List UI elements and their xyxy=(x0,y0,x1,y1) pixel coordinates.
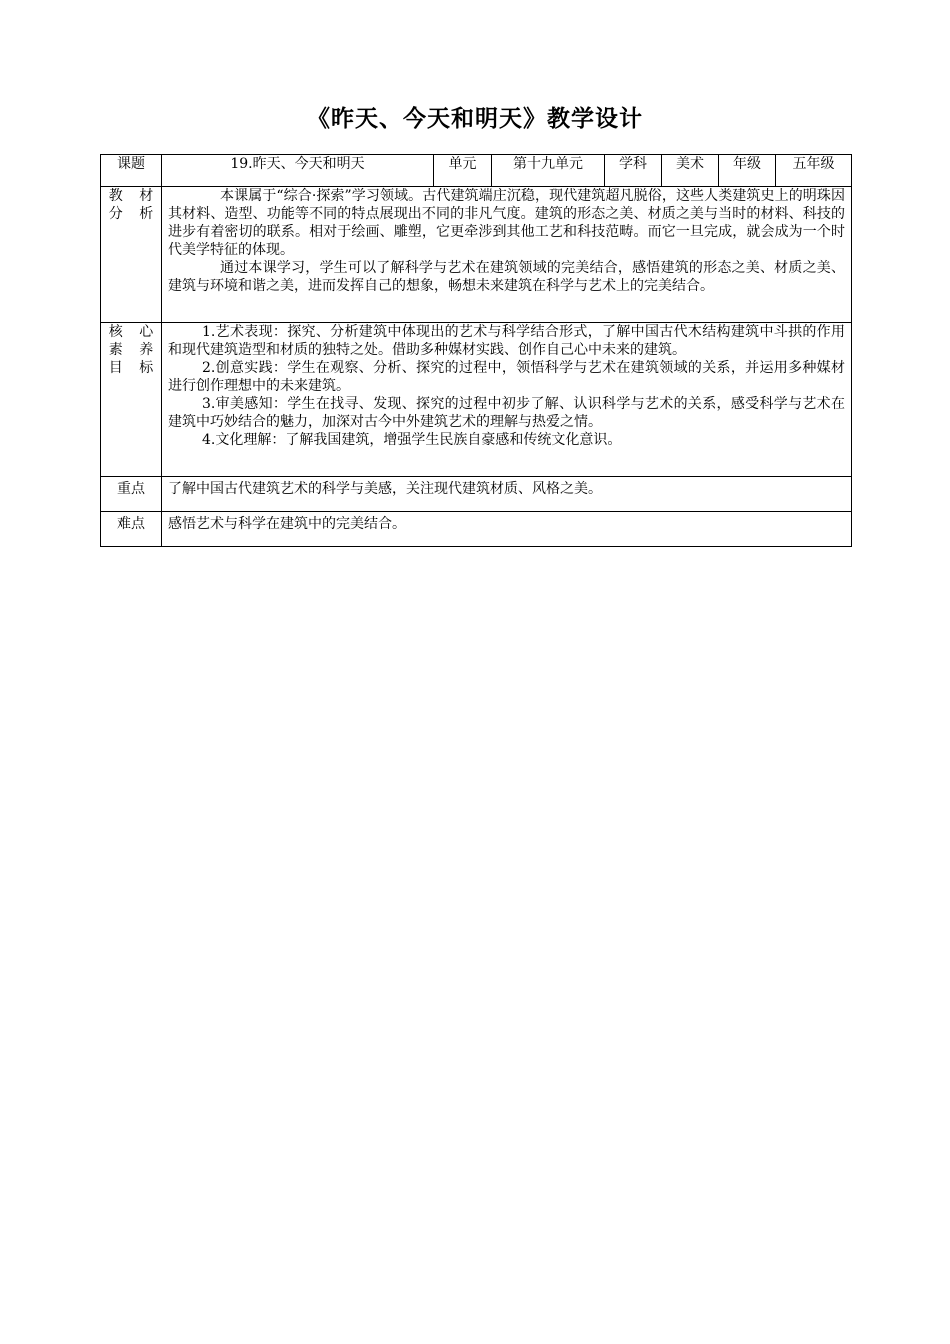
difficulty-row xyxy=(101,512,852,547)
unit-value: 第十九单元 xyxy=(492,155,605,187)
document-title: 《昨天、今天和明天》教学设计 xyxy=(307,106,643,132)
header-row xyxy=(101,155,852,187)
analysis-content xyxy=(162,187,852,323)
subject-label: 学科 xyxy=(605,155,662,187)
subject-value: 美术 xyxy=(662,155,719,187)
grade-value: 五年级 xyxy=(776,155,852,187)
focus-label: 重点 xyxy=(101,477,162,512)
goals-content xyxy=(162,323,852,477)
goals-row xyxy=(101,323,852,477)
goal-item: 2.创意实践：学生在观察、分析、探究的过程中，领悟科学与艺术在建筑领域的关系，并运用多种媒材进行创作理想中的未来建筑。 xyxy=(168,360,845,394)
topic-value: 19.昨天、今天和明天 xyxy=(162,155,434,187)
analysis-label xyxy=(101,187,162,323)
focus-row xyxy=(101,477,852,512)
difficulty-label: 难点 xyxy=(101,512,162,547)
analysis-label-line1: 教 材 xyxy=(108,188,154,204)
difficulty-content: 感悟艺术与科学在建筑中的完美结合。 xyxy=(162,512,852,547)
focus-content: 了解中国古代建筑艺术的科学与美感，关注现代建筑材质、风格之美。 xyxy=(162,477,852,512)
goal-item: 1.艺术表现：探究、分析建筑中体现出的艺术与科学结合形式，了解中国古代木结构建筑中斗拱的作用和现代建筑造型和材质的独特之处。借助多种媒材实践、创作自己心中未来的建筑。 xyxy=(168,324,845,358)
goals-label-line3: 目 标 xyxy=(108,360,154,376)
analysis-paragraph: 本课属于“综合·探索”学习领域。古代建筑端庄沉稳，现代建筑超凡脱俗，这些人类建筑史上的明珠因其材料、造型、功能等不同的特点展现出不同的非凡气度。建筑的形态之美、材质之美与当时的材料、科技的进步有着密切的联系。相对于绘画、雕塑，它更牵涉到其他工艺和科技范畴。而它一旦完成，就会成为一个时代美学特征的体现。 xyxy=(168,188,845,258)
analysis-label-line2: 分 析 xyxy=(108,206,154,222)
goal-item: 3.审美感知：学生在找寻、发现、探究的过程中初步了解、认识科学与艺术的关系，感受科学与艺术在建筑中巧妙结合的魅力，加深对古今中外建筑艺术的理解与热爱之情。 xyxy=(168,396,845,430)
goals-label-line1: 核 心 xyxy=(108,324,154,340)
goal-item: 4.文化理解：了解我国建筑，增强学生民族自豪感和传统文化意识。 xyxy=(202,432,622,448)
goals-label-line2: 素 养 xyxy=(108,342,154,358)
lesson-plan-table xyxy=(100,154,852,547)
grade-label: 年级 xyxy=(719,155,776,187)
topic-label: 课题 xyxy=(101,155,162,187)
unit-label: 单元 xyxy=(434,155,492,187)
goals-label xyxy=(101,323,162,477)
analysis-paragraph: 通过本课学习，学生可以了解科学与艺术在建筑领域的完美结合，感悟建筑的形态之美、材质之美、建筑与环境和谐之美，进而发挥自己的想象，畅想未来建筑在科学与艺术上的完美结合。 xyxy=(168,260,845,294)
analysis-row xyxy=(101,187,852,323)
